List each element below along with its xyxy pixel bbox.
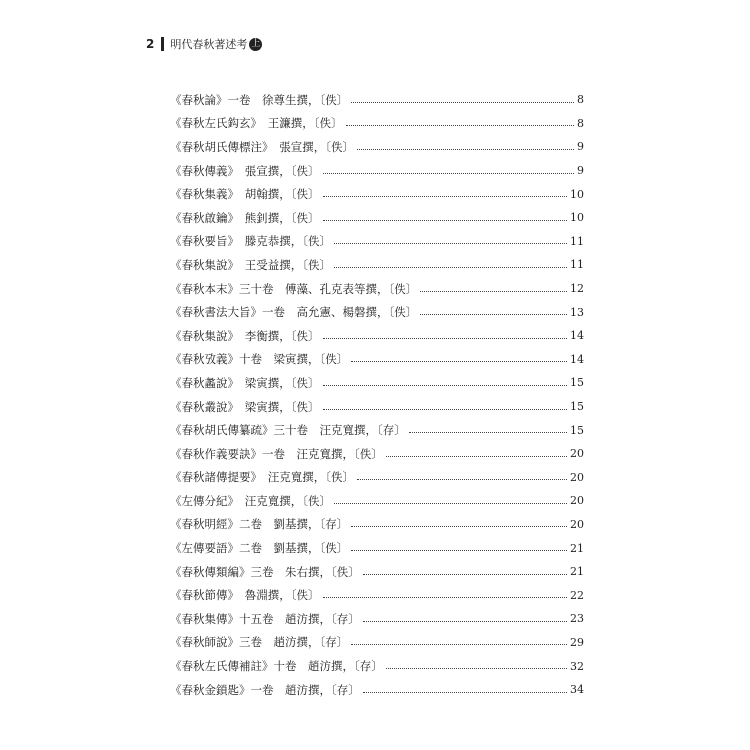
toc-entry-title: 《春秋叢說》 梁寅撰，〔佚〕 xyxy=(170,399,320,414)
toc-page-number: 11 xyxy=(570,258,584,272)
toc-entry xyxy=(170,206,584,230)
toc-page-number: 22 xyxy=(570,588,584,602)
dot-leader xyxy=(409,431,567,433)
toc-entry xyxy=(170,418,584,442)
toc-entry-title: 《春秋傳義》 張宣撰，〔佚〕 xyxy=(170,163,320,178)
dot-leader xyxy=(351,101,574,103)
toc-page-number: 23 xyxy=(570,612,584,626)
running-header xyxy=(146,35,262,53)
toc-entry-title: 《春秋本末》三十卷 傅藻、孔克表等撰，〔佚〕 xyxy=(170,281,418,296)
toc-entry-title: 《春秋要旨》 滕克恭撰，〔佚〕 xyxy=(170,234,331,249)
toc-page-number: 14 xyxy=(570,352,584,366)
toc-page-number: 29 xyxy=(570,635,584,649)
dot-leader xyxy=(351,549,567,551)
toc-entry xyxy=(170,442,584,466)
toc-entry-title: 《春秋集傳》十五卷 趙汸撰，〔存〕 xyxy=(170,611,360,626)
toc-entry xyxy=(170,112,584,136)
toc-entry xyxy=(170,583,584,607)
toc-page-number: 34 xyxy=(570,683,584,697)
dot-leader xyxy=(420,313,567,315)
toc-page-number: 15 xyxy=(570,423,584,437)
toc-entry xyxy=(170,253,584,277)
header-divider xyxy=(161,37,164,51)
toc-entry xyxy=(170,300,584,324)
toc-entry-title: 《春秋胡氏傳纂疏》三十卷 汪克寬撰，〔存〕 xyxy=(170,423,406,438)
toc-entry-title: 《春秋胡氏傳標注》 張宣撰，〔佚〕 xyxy=(170,139,354,154)
dot-leader xyxy=(346,124,575,126)
toc-entry-title: 《春秋諸傳提要》 汪克寬撰，〔佚〕 xyxy=(170,470,354,485)
toc-entry xyxy=(170,371,584,395)
toc-page-number: 9 xyxy=(577,164,584,178)
toc-page-number: 13 xyxy=(570,305,584,319)
toc-page-number: 20 xyxy=(570,494,584,508)
dot-leader xyxy=(363,573,567,575)
dot-leader xyxy=(357,148,574,150)
toc-page-number: 11 xyxy=(570,234,584,248)
toc-entry-title: 《春秋集義》 胡翰撰，〔佚〕 xyxy=(170,187,320,202)
toc-page-number: 8 xyxy=(577,116,584,130)
dot-leader xyxy=(323,195,568,197)
toc-page-number: 21 xyxy=(570,541,584,555)
table-of-contents xyxy=(170,88,584,701)
toc-entry-title: 《左傳要語》二卷 劉基撰，〔佚〕 xyxy=(170,541,349,556)
toc-entry-title: 《春秋傳類編》三卷 朱右撰，〔佚〕 xyxy=(170,564,360,579)
toc-entry xyxy=(170,277,584,301)
toc-entry-title: 《春秋師說》三卷 趙汸撰，〔存〕 xyxy=(170,635,349,650)
toc-entry xyxy=(170,88,584,112)
toc-page-number: 20 xyxy=(570,470,584,484)
toc-entry xyxy=(170,536,584,560)
toc-entry-title: 《春秋集說》 李衡撰，〔佚〕 xyxy=(170,328,320,343)
toc-page-number: 12 xyxy=(570,282,584,296)
toc-page-number: 21 xyxy=(570,565,584,579)
toc-entry-title: 《春秋節傳》 魯淵撰，〔佚〕 xyxy=(170,588,320,603)
volume-badge: 上 xyxy=(251,38,261,49)
toc-entry-title: 《春秋左氏傳補註》十卷 趙汸撰，〔存〕 xyxy=(170,659,383,674)
dot-leader xyxy=(363,691,567,693)
book-title: 明代春秋著述考 xyxy=(170,38,248,51)
toc-entry xyxy=(170,678,584,702)
toc-entry xyxy=(170,135,584,159)
dot-leader xyxy=(357,478,567,480)
toc-page-number: 15 xyxy=(570,400,584,414)
toc-entry xyxy=(170,466,584,490)
dot-leader xyxy=(323,596,568,598)
dot-leader xyxy=(323,337,568,339)
toc-page-number: 32 xyxy=(570,659,584,673)
toc-page-number: 14 xyxy=(570,329,584,343)
toc-page-number: 10 xyxy=(570,187,584,201)
dot-leader xyxy=(323,384,568,386)
dot-leader xyxy=(363,620,567,622)
dot-leader xyxy=(351,643,567,645)
toc-entry-title: 《春秋論》一卷 徐尊生撰，〔佚〕 xyxy=(170,92,349,107)
toc-entry xyxy=(170,395,584,419)
toc-entry-title: 《春秋蠡說》 梁寅撰，〔佚〕 xyxy=(170,375,320,390)
dot-leader xyxy=(386,455,567,457)
toc-entry-title: 《春秋明經》二卷 劉基撰，〔存〕 xyxy=(170,517,349,532)
dot-leader xyxy=(334,242,567,244)
dot-leader xyxy=(323,172,575,174)
dot-leader xyxy=(420,290,567,292)
toc-entry xyxy=(170,348,584,372)
toc-entry-title: 《春秋書法大旨》一卷 高允憲、楊磐撰，〔佚〕 xyxy=(170,305,418,320)
dot-leader xyxy=(323,219,568,221)
toc-page-number: 20 xyxy=(570,517,584,531)
toc-page-number: 10 xyxy=(570,211,584,225)
toc-entry-title: 《春秋攷義》十卷 梁寅撰，〔佚〕 xyxy=(170,352,349,367)
page-number: 2 xyxy=(146,37,155,51)
toc-entry xyxy=(170,654,584,678)
toc-entry xyxy=(170,607,584,631)
dot-leader xyxy=(334,502,567,504)
toc-entry-title: 《左傳分紀》 汪克寬撰，〔佚〕 xyxy=(170,493,331,508)
dot-leader xyxy=(386,667,567,669)
dot-leader xyxy=(334,266,567,268)
toc-page-number: 9 xyxy=(577,140,584,154)
dot-leader xyxy=(323,408,568,410)
toc-entry-title: 《春秋啟鑰》 熊釗撰，〔佚〕 xyxy=(170,210,320,225)
toc-entry xyxy=(170,513,584,537)
toc-entry xyxy=(170,324,584,348)
toc-entry-title: 《春秋左氏鈎玄》 王濂撰，〔佚〕 xyxy=(170,116,343,131)
toc-entry xyxy=(170,489,584,513)
dot-leader xyxy=(351,525,567,527)
toc-entry-title: 《春秋集說》 王受益撰，〔佚〕 xyxy=(170,257,331,272)
toc-page-number: 8 xyxy=(577,93,584,107)
toc-entry xyxy=(170,560,584,584)
toc-page-number: 15 xyxy=(570,376,584,390)
toc-entry-title: 《春秋金鎖匙》一卷 趙汸撰，〔存〕 xyxy=(170,682,360,697)
toc-entry-title: 《春秋作義要訣》一卷 汪克寬撰，〔佚〕 xyxy=(170,446,383,461)
toc-entry xyxy=(170,230,584,254)
toc-entry xyxy=(170,182,584,206)
dot-leader xyxy=(351,360,567,362)
toc-entry xyxy=(170,159,584,183)
toc-page-number: 20 xyxy=(570,447,584,461)
toc-entry xyxy=(170,631,584,655)
